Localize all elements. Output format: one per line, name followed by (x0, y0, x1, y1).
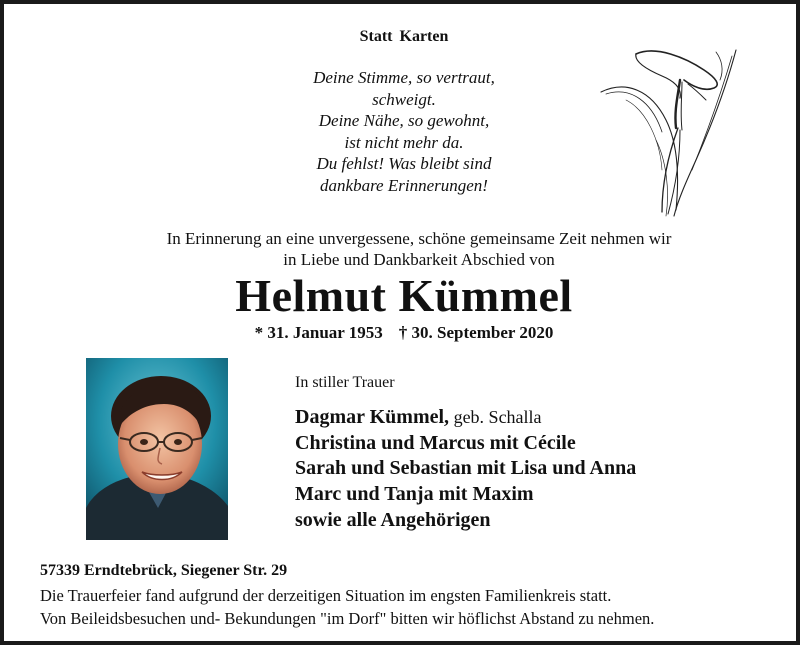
footer-line: Die Trauerfeier fand aufgrund der derzeitigen Situation im engsten Familienkreis statt. (40, 586, 612, 605)
birth-date: * 31. Januar 1953 (254, 323, 383, 342)
family-list (295, 405, 636, 534)
intro-line: in Liebe und Dankbarkeit Abschied von (283, 250, 555, 269)
poem (254, 67, 554, 196)
poem-line: Deine Nähe, so gewohnt, (318, 111, 490, 130)
intro-text (104, 228, 734, 270)
deceased-name: Helmut Kümmel (235, 270, 573, 321)
family-member: sowie alle Angehörigen (295, 508, 491, 531)
poem-line: Du fehlst! Was bleibt sind (316, 154, 492, 173)
poem-line: schweigt. (372, 89, 436, 109)
portrait-photo (86, 358, 228, 540)
portrait-icon (86, 358, 228, 540)
footer-line: Von Beileidsbesuchen und- Bekundungen "im Dorf" bitten wir höflichst Abstand zu nehmen. (40, 608, 655, 628)
mourning-label: In stiller Trauer (295, 374, 395, 391)
poem-line: dankbare Erinnerungen! (320, 175, 488, 195)
family-member (295, 405, 636, 431)
family-member: Sarah und Sebastian mit Lisa und Anna (295, 457, 637, 480)
poem-line: ist nicht mehr da. (344, 132, 464, 152)
family-member-name: Dagmar Kümmel, (295, 406, 450, 428)
footer-text (40, 585, 654, 630)
life-dates (154, 323, 654, 343)
family-member: Christina und Marcus mit Cécile (295, 431, 576, 454)
address: 57339 Erndtebrück, Siegener Str. 29 (40, 562, 288, 579)
intro-line: In Erinnerung an eine unvergessene, schöne gemeinsame Zeit nehmen wir (166, 229, 672, 248)
maiden-name: geb. Schalla (449, 407, 542, 427)
family-member: Marc und Tanja mit Maxim (295, 483, 534, 506)
calla-lily-icon (596, 40, 746, 220)
death-date: † 30. September 2020 (398, 323, 554, 342)
header-title: Statt Karten (359, 28, 449, 45)
poem-line: Deine Stimme, so vertraut, (313, 68, 495, 87)
